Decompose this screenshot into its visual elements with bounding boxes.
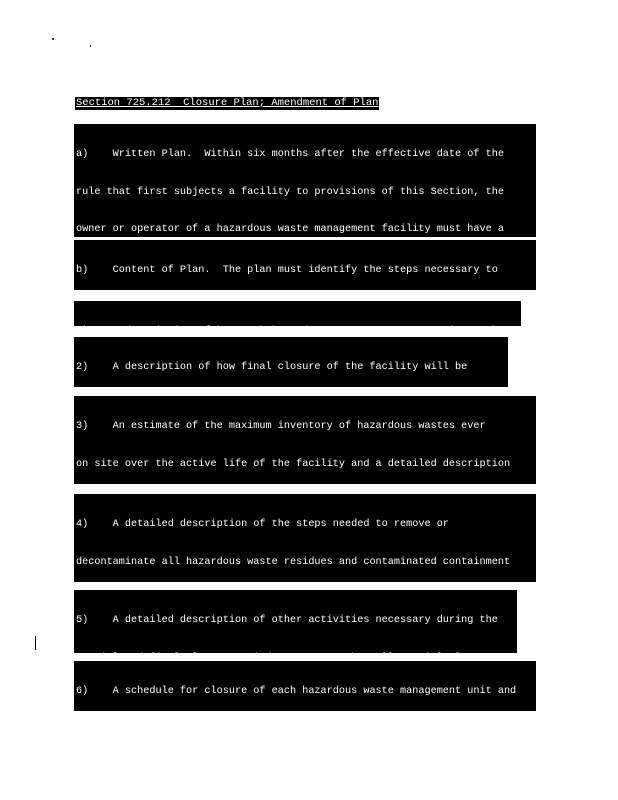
text-line	[76, 653, 515, 654]
text-line: b) Content of Plan. The plan must identify the steps necessary to	[76, 265, 498, 276]
item-6	[74, 661, 536, 711]
section-heading: Section 725.212 Closure Plan; Amendment of Plan	[76, 97, 379, 109]
item-1	[74, 301, 521, 326]
text-line: rule that first subjects a facility to provisions of this Section, the	[76, 186, 504, 198]
text-line: decontaminate all hazardous waste residues and contaminated containment	[76, 556, 511, 568]
item-2	[74, 337, 508, 387]
text-line: 6) A schedule for closure of each hazardous waste management unit and	[76, 686, 517, 697]
item-5	[74, 590, 517, 653]
text-line: owner or operator of a hazardous waste management facility must have a	[76, 224, 504, 235]
margin-mark	[35, 636, 36, 650]
text-line: 2) A description of how final closure of the facility will be	[76, 362, 468, 373]
text-line: 4) A detailed description of the steps needed to remove or	[76, 519, 449, 530]
text-line: 5) A detailed description of other activities necessary during the	[76, 615, 498, 626]
paragraph-b	[74, 240, 536, 290]
item-4	[74, 494, 536, 582]
text-line: on site over the active life of the facility and a detailed description	[76, 458, 511, 470]
paragraph-a	[74, 124, 536, 237]
item-3	[74, 396, 536, 484]
text-line: 3) An estimate of the maximum inventory of hazardous wastes ever	[76, 421, 486, 432]
scan-speck	[90, 45, 91, 47]
scan-speck	[52, 38, 54, 40]
text-line: a) Written Plan. Within six months after the effective date of the	[76, 149, 504, 160]
